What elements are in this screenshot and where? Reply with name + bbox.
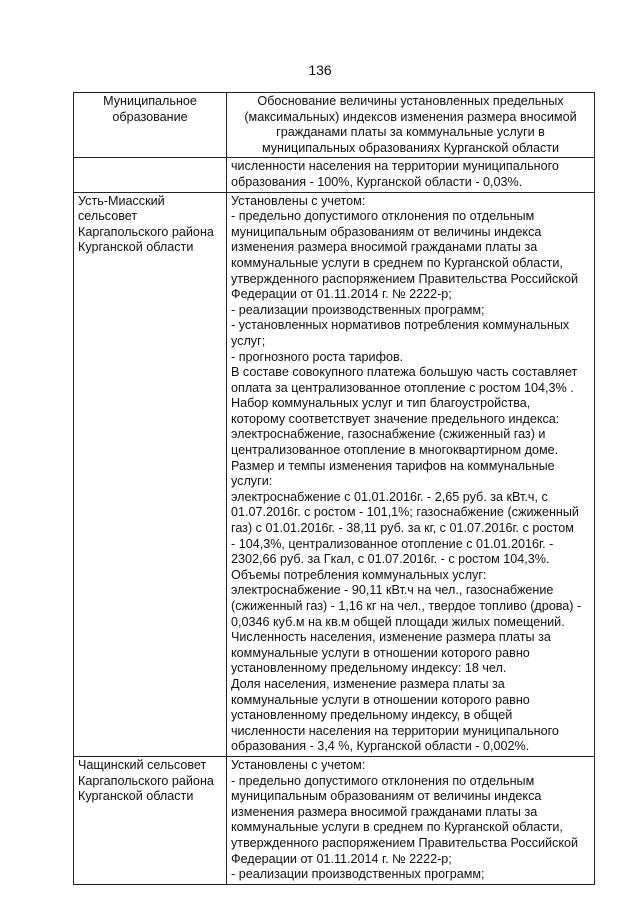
justification-line: коммунальные услуги в среднем по Курганской области, [231, 255, 563, 270]
justification-line: установленному предельному индексу, в общей [231, 708, 513, 723]
municipality-line: сельсовет [78, 209, 138, 224]
municipality-line: Курганской области [78, 240, 194, 255]
justification-line: централизованное отопление в многоквартирном доме. [231, 443, 559, 458]
header-line: образование [112, 109, 188, 124]
justification-line: газ) с 01.01.2016г. - 38,11 руб. за кг, с 01.07.2016г. с ростом [231, 521, 574, 536]
justification-cell [227, 192, 595, 756]
municipality-line: Чащинский сельсовет [78, 757, 207, 772]
municipality-line: Каргапольского района [78, 773, 214, 788]
justification-cell [227, 756, 595, 884]
header-line: гражданами платы за коммунальные услуги в [276, 125, 545, 140]
justification-line: электроснабжение, газоснабжение (сжиженный газ) и [231, 427, 546, 442]
header-line: Муниципальное [103, 94, 197, 108]
justification-line: - прогнозного роста тарифов. [231, 349, 404, 364]
justification-line: Установлены с учетом: [231, 193, 366, 208]
municipality-line: Каргапольского района [78, 224, 214, 239]
table-header-row [74, 93, 595, 158]
header-justification-cell [227, 93, 595, 158]
justification-line: коммунальные услуги в отношении которого равно [231, 645, 530, 660]
justification-line: утвержденного распоряжением Правительства Российской [231, 835, 579, 850]
justification-line: - предельно допустимого отклонения по отдельным [231, 773, 535, 788]
table-row [74, 158, 595, 192]
municipality-cell [74, 756, 227, 884]
justification-cell [227, 158, 595, 192]
header-line: муниципальных образованиях Курганской области [261, 140, 560, 155]
justification-line: Набор коммунальных услуг и тип благоустройства, [231, 396, 531, 411]
justification-line: - реализации производственных программ; [231, 302, 485, 317]
justification-line: оплата за централизованное отопление с ростом 104,3% . [231, 380, 574, 395]
index-justification-table [73, 92, 595, 885]
justification-line: Установлены с учетом: [231, 757, 366, 772]
justification-line: Численность населения, изменение размера платы за [231, 630, 551, 645]
justification-line: В составе совокупного платежа большую часть составляет [231, 365, 578, 380]
justification-line: 01.07.2016г. с ростом - 101,1%; газоснабжение (сжиженный [231, 505, 579, 520]
justification-line: численности населения на территории муниципального [231, 723, 559, 738]
justification-line: коммунальные услуги в среднем по Курганской области, [231, 820, 563, 835]
justification-line: муниципальным образованиям от величины индекса [231, 789, 542, 804]
justification-line: коммунальные услуги в отношении которого равно [231, 692, 530, 707]
justification-line: - 104,3%, централизованное отопление с 01.01.2016г. - [231, 536, 554, 551]
municipality-cell [74, 192, 227, 756]
header-line: Обоснование величины установленных предельных [257, 94, 564, 108]
justification-line: электроснабжение с 01.01.2016г. - 2,65 руб. за кВт.ч, с [231, 489, 548, 504]
justification-line: - реализации производственных программ; [231, 867, 485, 882]
justification-line: Объемы потребления коммунальных услуг: [231, 567, 487, 582]
page-number: 136 [308, 62, 332, 78]
municipality-line: Усть-Миасский [78, 193, 165, 208]
justification-line: - установленных нормативов потребления коммунальных [231, 318, 570, 333]
justification-line: муниципальным образованиям от величины индекса [231, 224, 542, 239]
justification-line: изменения размера вносимой гражданами платы за [231, 240, 538, 255]
justification-line: услуги: [231, 474, 273, 489]
justification-line: которому соответствует значение предельного индекса: [231, 411, 560, 426]
justification-line: 0,0346 куб.м на кв.м общей площади жилых помещений. [231, 614, 565, 629]
justification-line: установленному предельному индексу: 18 чел. [231, 661, 507, 676]
justification-line: утвержденного распоряжением Правительства Российской [231, 271, 579, 286]
justification-line: образования - 100%, Курганской области - 0,03%. [231, 174, 523, 189]
justification-line: Федерации от 01.11.2014 г. № 2222-р; [231, 851, 452, 866]
justification-line: изменения размера вносимой гражданами платы за [231, 804, 538, 819]
justification-line: образования - 3,4 %, Курганской области - 0,002%. [231, 739, 530, 754]
justification-line: - предельно допустимого отклонения по отдельным [231, 209, 535, 224]
justification-line: Доля населения, изменение размера платы за [231, 676, 505, 691]
justification-line: электроснабжение - 90,11 кВт.ч на чел., газоснабжение [231, 583, 554, 598]
municipality-line: Курганской области [78, 789, 194, 804]
justification-line: численности населения на территории муниципального [231, 159, 559, 174]
justification-line: услуг; [231, 333, 266, 348]
justification-line: (сжиженный газ) - 1,16 кг на чел., твердое топливо (дрова) - [231, 599, 582, 613]
table-row [74, 756, 595, 884]
header-municipality-cell [74, 93, 227, 158]
justification-line: Федерации от 01.11.2014 г. № 2222-р; [231, 287, 452, 302]
header-line: (максимальных) индексов изменения размера вносимой [244, 109, 577, 124]
justification-line: 2302,66 руб. за Гкал, с 01.07.2016г. - с ростом 104,3%. [231, 552, 550, 567]
justification-line: Размер и темпы изменения тарифов на коммунальные [231, 458, 555, 473]
municipality-cell [74, 158, 227, 192]
table-row [74, 192, 595, 756]
